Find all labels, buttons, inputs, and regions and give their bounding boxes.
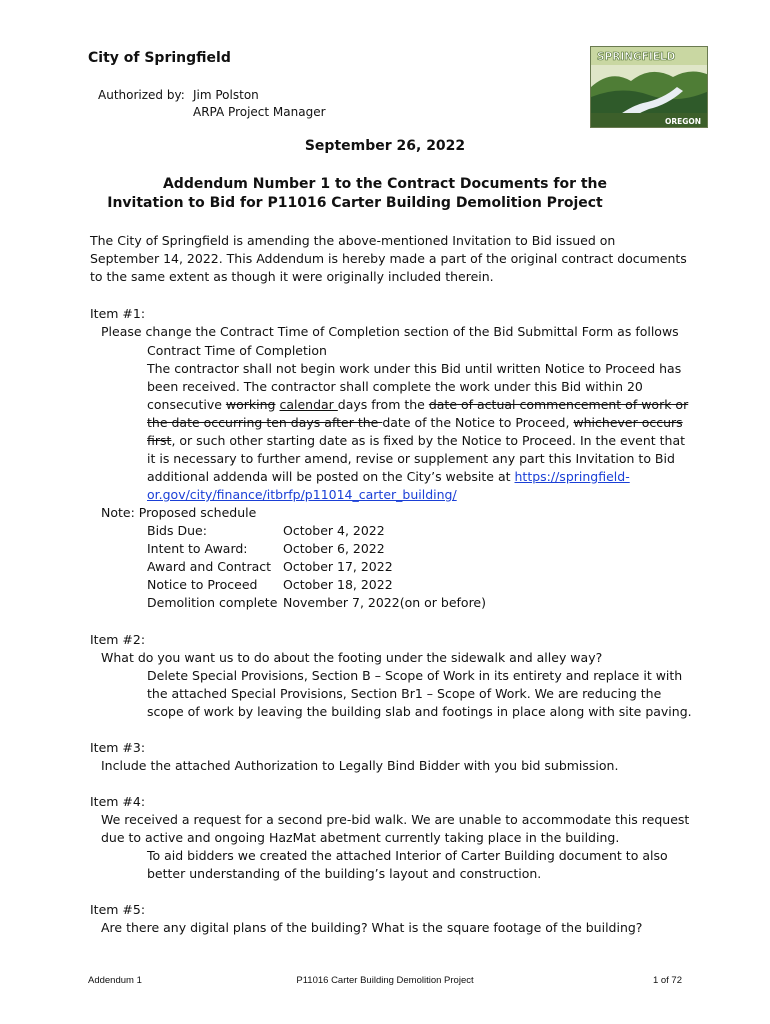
addenda-website-link-continued[interactable]: or.gov/city/finance/itbrfp/p11014_carter_building/ — [147, 487, 457, 502]
document-date: September 26, 2022 — [304, 138, 466, 154]
authorized-name: Jim Polston — [193, 88, 259, 102]
item-1-heading: Item #1: — [90, 306, 146, 321]
addenda-website-link[interactable]: https://springfield- — [514, 469, 630, 484]
text-run: consecutive — [147, 397, 226, 412]
schedule-label: Award and Contract — [147, 559, 272, 574]
text-run: , or such other starting date as is fixed by the Notice to Proceed. In the event that — [171, 433, 686, 448]
struck-text: working — [225, 397, 276, 412]
organization-name: City of Springfield — [88, 50, 231, 66]
item-2-answer-line-2: the attached Special Provisions, Section Br1 – Scope of Work. We are reducing the — [147, 686, 662, 701]
item-1-line-7 — [147, 468, 630, 486]
item-1-subheading: Contract Time of Completion — [147, 343, 327, 358]
intro-line-2: September 14, 2022. This Addendum is hereby made a part of the original contract documents — [90, 251, 687, 266]
text-run: date of the Notice to Proceed, — [382, 415, 574, 430]
schedule-label: Demolition complete — [147, 595, 278, 610]
item-1-line-6: it is necessary to further amend, revise or supplement any part this Invitation to Bid — [147, 451, 675, 466]
logo-top-text: SPRINGFIELD — [597, 51, 676, 63]
schedule-note: Note: Proposed schedule — [101, 505, 257, 520]
struck-text: the date occurring ten days after the — [147, 415, 383, 430]
schedule-date: October 6, 2022 — [283, 541, 385, 556]
item-1-line-5 — [147, 432, 685, 450]
item-1-line-3 — [147, 396, 688, 414]
schedule-date: October 18, 2022 — [283, 577, 393, 592]
text-run: additional addenda will be posted on the City’s website at — [147, 469, 515, 484]
text-run: days from the — [337, 397, 429, 412]
item-4-text-2: due to active and ongoing HazMat abetment currently taking place in the building. — [101, 830, 620, 845]
authorized-by-label: Authorized by: — [98, 88, 185, 102]
item-5-question: Are there any digital plans of the building? What is the square footage of the building? — [101, 920, 643, 935]
item-4-text-1: We received a request for a second pre-bid walk. We are unable to accommodate this request — [101, 812, 690, 827]
item-1-lead: Please change the Contract Time of Completion section of the Bid Submittal Form as follows — [101, 324, 679, 339]
schedule-date: October 17, 2022 — [283, 559, 393, 574]
schedule-label: Notice to Proceed — [147, 577, 258, 592]
inserted-text: calendar — [279, 397, 338, 412]
item-5-heading: Item #5: — [90, 902, 146, 917]
authorized-role: ARPA Project Manager — [193, 105, 326, 119]
logo-bottom-text: OREGON — [665, 117, 702, 126]
item-3-text: Include the attached Authorization to Legally Bind Bidder with you bid submission. — [101, 758, 619, 773]
document-title-line-2: Invitation to Bid for P11016 Carter Building Demolition Project — [107, 195, 603, 211]
footer-left: Addendum 1 — [88, 975, 142, 986]
footer-page-number: 1 of 72 — [652, 975, 682, 986]
item-1-line-1: The contractor shall not begin work under this Bid until written Notice to Proceed has — [147, 361, 682, 376]
item-1-line-8 — [147, 486, 457, 504]
footer-center: P11016 Carter Building Demolition Project — [296, 975, 474, 986]
schedule-label: Bids Due: — [147, 523, 207, 538]
document-title-line-1: Addendum Number 1 to the Contract Documents for the — [162, 176, 608, 192]
item-4-text-3: To aid bidders we created the attached Interior of Carter Building document to also — [147, 848, 668, 863]
item-4-heading: Item #4: — [90, 794, 146, 809]
schedule-date: November 7, 2022(on or before) — [283, 595, 486, 610]
item-2-answer-line-3: scope of work by leaving the building slab and footings in place along with site paving. — [147, 704, 692, 719]
struck-text: first — [147, 433, 172, 448]
item-2-question: What do you want us to do about the footing under the sidewalk and alley way? — [101, 650, 603, 665]
item-2-answer-line-1: Delete Special Provisions, Section B – Scope of Work in its entirety and replace it with — [147, 668, 683, 683]
struck-text: date of actual commencement of work or — [428, 397, 689, 412]
intro-line-1: The City of Springfield is amending the above-mentioned Invitation to Bid issued on — [90, 233, 616, 248]
item-3-heading: Item #3: — [90, 740, 146, 755]
logo-graphic — [591, 47, 708, 128]
intro-line-3: to the same extent as though it were originally included therein. — [90, 269, 494, 284]
item-2-heading: Item #2: — [90, 632, 146, 647]
springfield-oregon-logo — [590, 46, 708, 128]
item-4-text-4: better understanding of the building’s layout and construction. — [147, 866, 542, 881]
schedule-date: October 4, 2022 — [283, 523, 385, 538]
struck-text: whichever occurs — [573, 415, 683, 430]
item-1-line-2: been received. The contractor shall complete the work under this Bid within 20 — [147, 379, 643, 394]
schedule-label: Intent to Award: — [147, 541, 248, 556]
item-1-line-4 — [147, 414, 683, 432]
